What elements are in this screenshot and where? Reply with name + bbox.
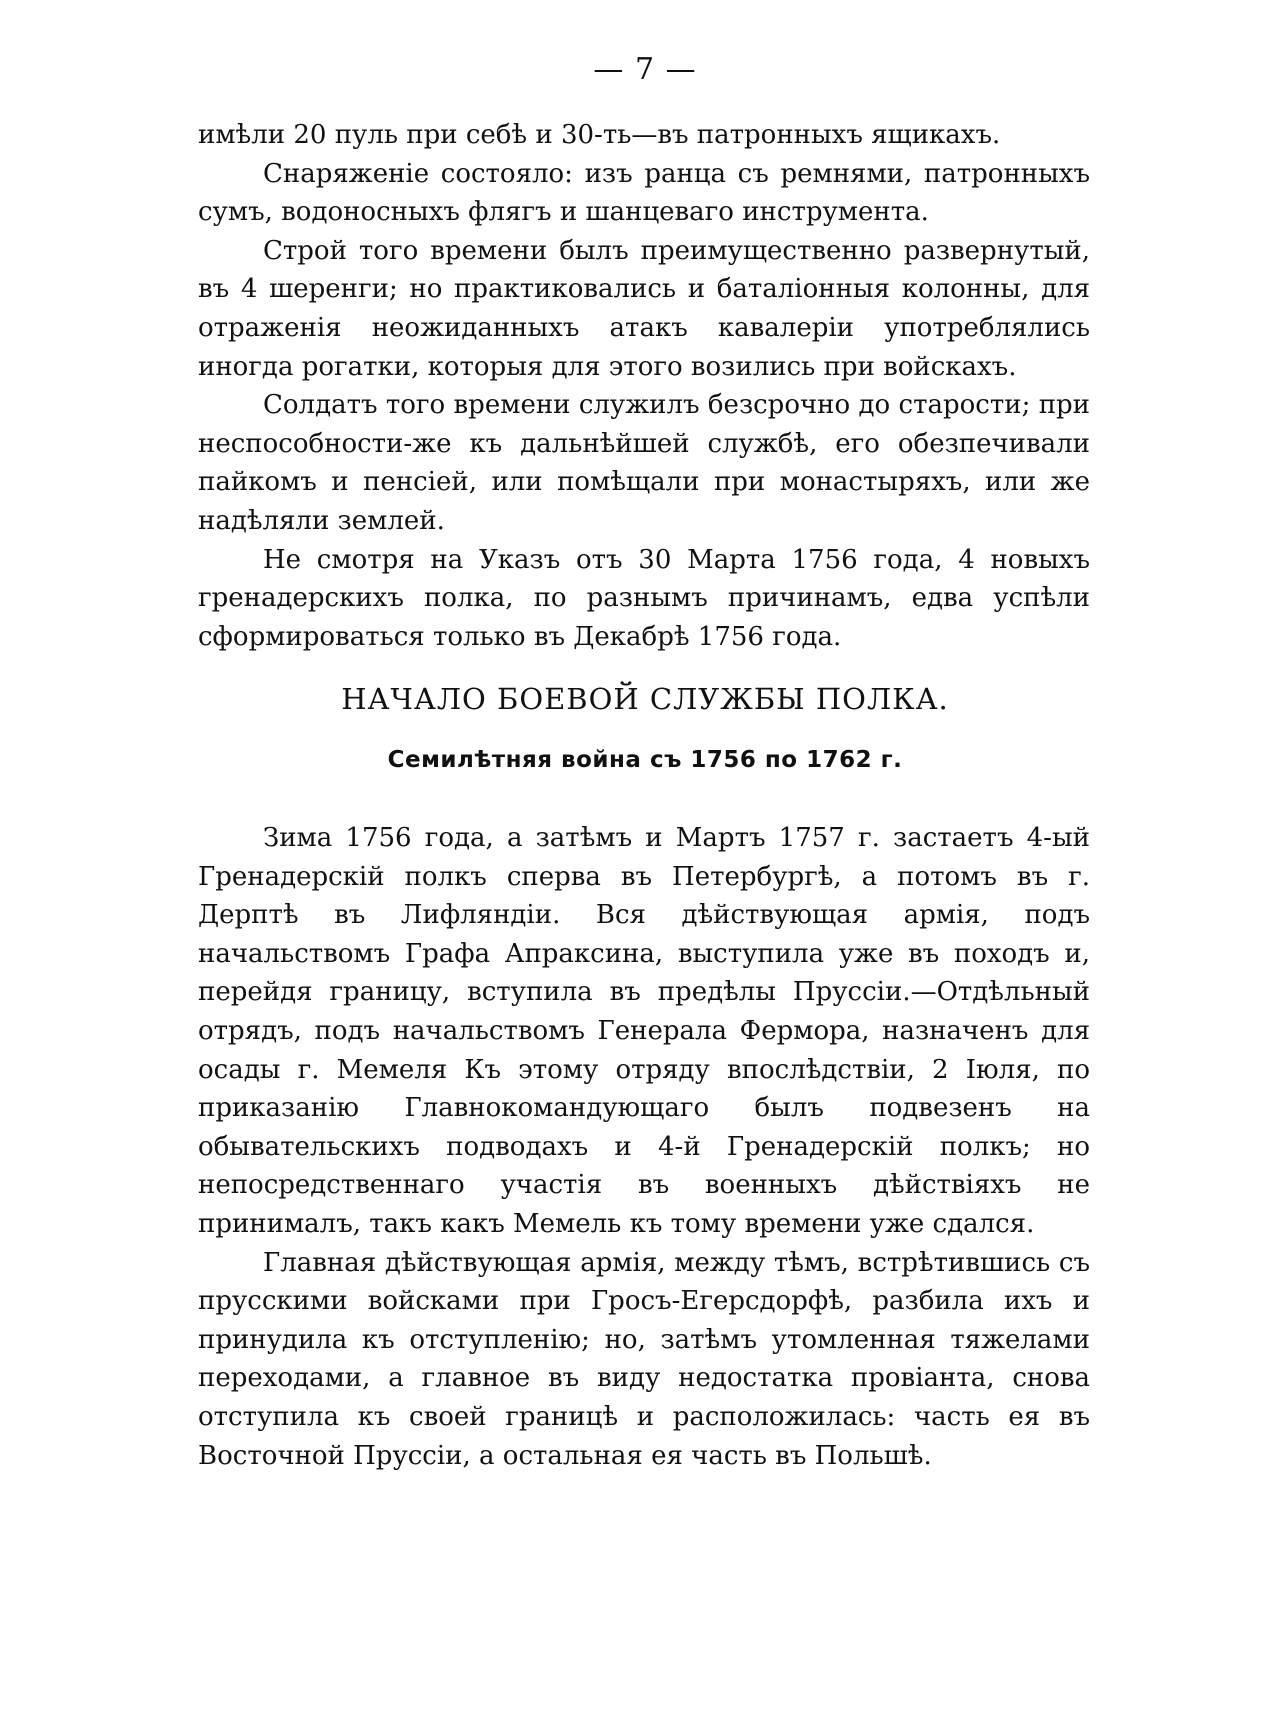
text-block-top: [198, 116, 1090, 656]
paragraph-continued: имѣли 20 пуль при себѣ и 30-ть—въ патронныхъ ящикахъ.: [198, 120, 1001, 150]
section-heading: НАЧАЛО БОЕВОЙ СЛУЖБЫ ПОЛКА.: [341, 682, 949, 716]
paragraph-soldier-service: Солдатъ того времени служилъ безсрочно до старости; при неспособности-же къ дальнѣйшей службѣ, его обезпечивали пайкомъ и пенсіей, или помѣщали при монастыряхъ, или же надѣляли землей.: [198, 390, 1090, 536]
section-subheading: Семилѣтняя война съ 1756 по 1762 г.: [387, 747, 903, 773]
paragraph-main-army: Главная дѣйствующая армія, между тѣмъ, встрѣтившись съ прусскими войсками при Гросъ-Егерсдорфѣ, разбила ихъ и принудила къ отступленію; но, затѣмъ утомленная тяжелами переходами, а главное въ виду недостатка провіанта, снова отступила къ своей границѣ и расположилась: часть ея въ Восточной Пруссіи, а остальная ея часть въ Польшѣ.: [198, 1247, 1090, 1471]
paragraph-winter-1756: Зима 1756 года, а затѣмъ и Мартъ 1757 г. застаетъ 4-ый Гренадерскій полкъ сперва въ Петербургѣ, а потомъ въ г. Дерптѣ въ Лифляндіи. Вся дѣйствующая армія, подъ начальствомъ Графа Апраксина, выступила уже въ походъ и, перейдя границу, вступила въ предѣлы Пруссіи.—Отдѣльный отрядъ, подъ начальствомъ Генерала Фермора, назначенъ для осады г. Мемеля Къ этому отряду впослѣдствіи, 2 Іюля, по приказанію Главнокомандующаго былъ подвезенъ на обывательскихъ подводахъ и 4-й Гренадерскій полкъ; но непосредственнаго участія въ военныхъ дѣйствіяхъ не принималъ, такъ какъ Мемель къ тому времени уже сдался.: [198, 823, 1090, 1239]
paragraph-decree: Не смотря на Указъ отъ 30 Марта 1756 года, 4 новыхъ гренадерскихъ полка, по разнымъ причинамъ, едва успѣли сформироваться только въ Декабрѣ 1756 года.: [198, 544, 1090, 652]
text-block-bottom: [198, 819, 1090, 1475]
page-number: — 7 —: [593, 52, 697, 87]
paragraph-formation: Строй того времени былъ преимущественно развернутый, въ 4 шеренги; но практиковались и баталіонныя колонны, для отраженія неожиданныхъ атакъ кавалеріи употреблялись иногда рогатки, которыя для этого возились при войскахъ.: [198, 235, 1090, 382]
paragraph-equipment: Снаряженіе состояло: изъ ранца съ ремнями, патронныхъ сумъ, водоносныхъ флягъ и шанцеваго инструмента.: [198, 158, 1090, 228]
